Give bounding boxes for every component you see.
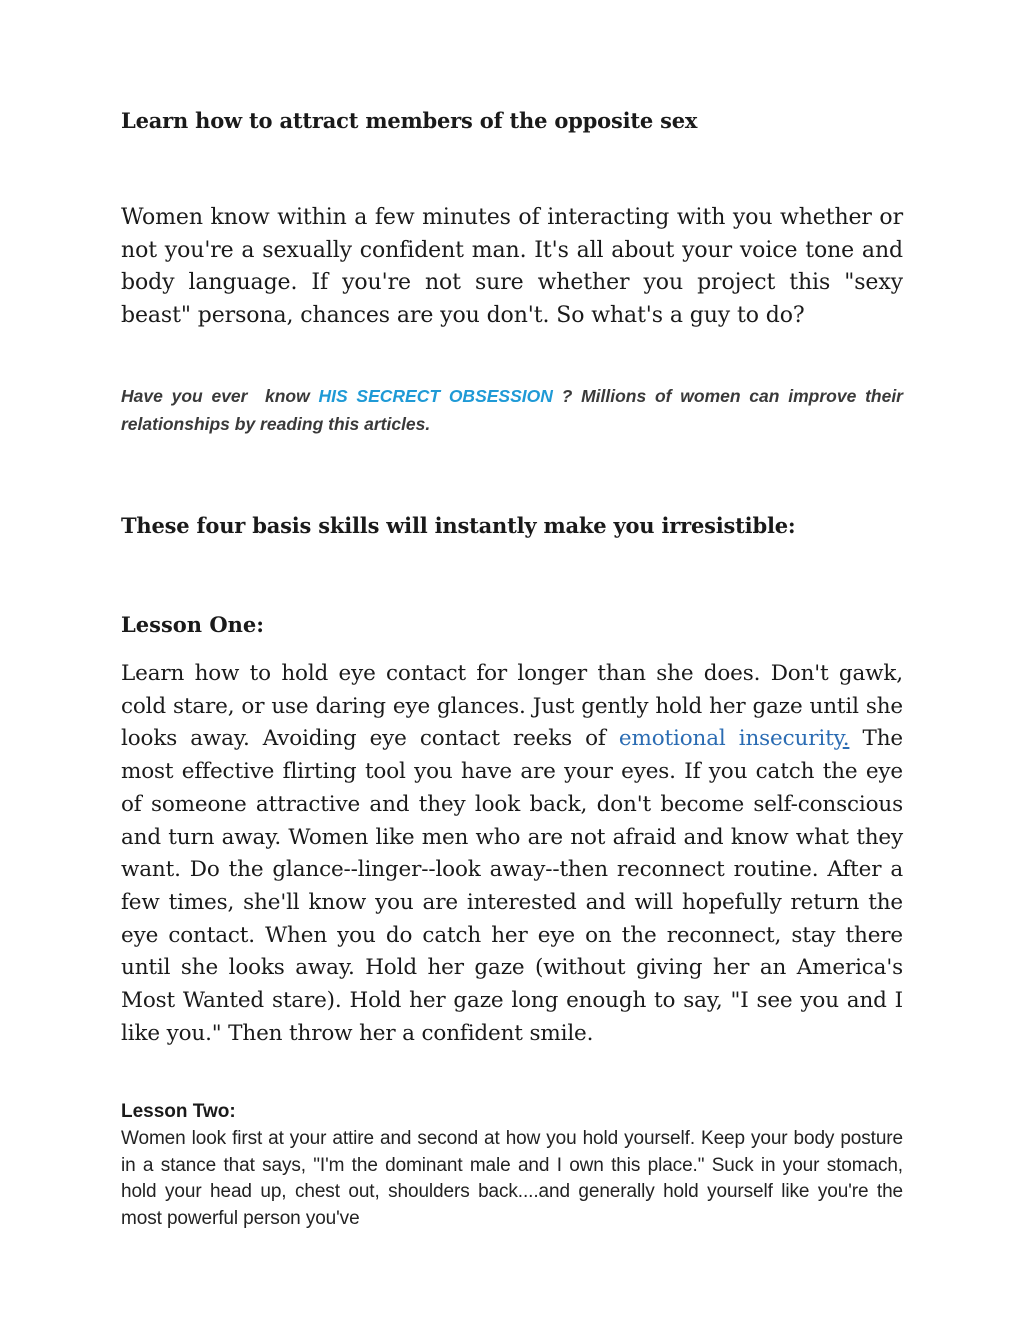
page-title: Learn how to attract members of the opposite sex: [121, 108, 698, 133]
promo-link[interactable]: HIS SECRECT OBSESSION: [318, 386, 553, 406]
skills-heading: These four basis skills will instantly make you irresistible:: [121, 513, 796, 538]
intro-paragraph: Women know within a few minutes of interacting with you whether or not you're a sexually confident man. It's all about your voice tone and body language. If you're not sure whether you project this "sexy beast" persona, chances are you don't. So what's a guy to do?: [121, 205, 903, 328]
lesson-one-heading: Lesson One:: [121, 612, 265, 637]
lesson-one-text-after: The most effective flirting tool you have are your eyes. If you catch the eye of someone attractive and they look back, don't become self-conscious and turn away. Women like men who are not afraid and know what they want. Do the glance--linger--look away--then reconnect routine. After a few times, she'll know you are interested and will hopefully return the eye contact. When you do catch her eye on the reconnect, stay there until she looks away. Hold her gaze (without giving her an America's Most Wanted stare). Hold her gaze long enough to say, "I see you and I like you." Then throw her a confident smile.: [121, 726, 903, 1046]
promo-text-before: Have you ever know: [121, 386, 319, 406]
promo-paragraph: [121, 383, 903, 438]
promo-text-after: ? Millions of women can improve their relationships by reading this articles.: [121, 386, 903, 434]
emotional-insecurity-link[interactable]: [619, 726, 850, 751]
lesson-one-text-before: Learn how to hold eye contact for longer than she does. Don't gawk, cold stare, or use daring eye glances. Just gently hold her gaze until she looks away. Avoiding eye contact reeks of: [121, 661, 903, 752]
emotional-insecurity-link-period[interactable]: .: [842, 726, 850, 752]
lesson-two-heading: Lesson Two:: [121, 1101, 236, 1122]
lesson-one-paragraph: [121, 658, 903, 1050]
emotional-insecurity-link-text[interactable]: emotional insecurity: [618, 726, 843, 752]
lesson-two-paragraph: Women look first at your attire and second at how you hold yourself. Keep your body posture in a stance that says, "I'm the dominant male and I own this place." Suck in your stomach, hold your head up, chest out, shoulders back....and generally hold yourself like you're the most powerful person you've: [121, 1128, 903, 1229]
